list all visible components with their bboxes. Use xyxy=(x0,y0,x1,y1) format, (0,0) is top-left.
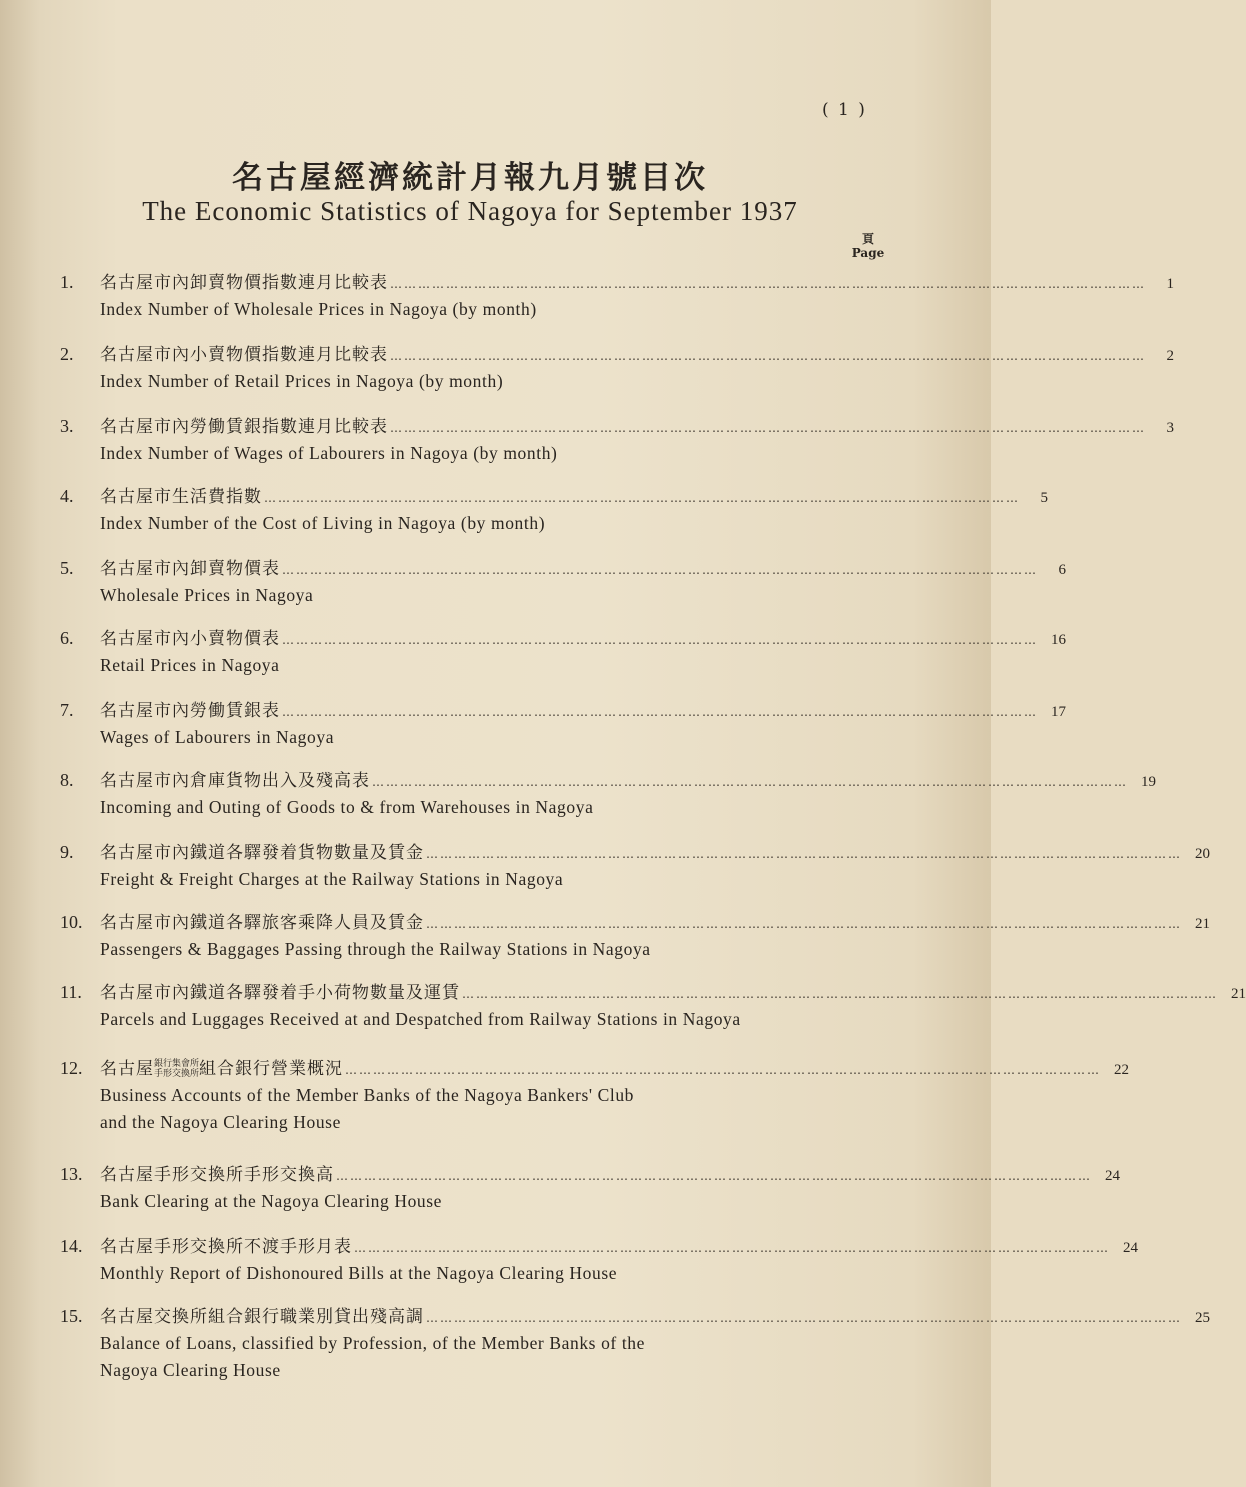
entry-title-ja: 名古屋市內勞働賃銀指數連月比較表 xyxy=(100,417,388,437)
entry-page: 25 xyxy=(1195,1310,1210,1326)
leader-dots: ……………………………………………………………………………………………………………………………………………… xyxy=(264,491,1020,505)
toc-entry-6 xyxy=(60,624,1066,679)
entry-page: 21 xyxy=(1195,916,1210,932)
entry-title-en: Bank Clearing at the Nagoya Clearing House xyxy=(100,1191,443,1211)
entry-title-ja: 名古屋市生活費指數 xyxy=(100,487,262,507)
leader-dots: ……………………………………………………………………………………………………………………………………………… xyxy=(462,987,1218,1001)
entry-number: 3. xyxy=(60,416,74,436)
page-header-ja: 頁 xyxy=(861,232,874,246)
entry-number: 11. xyxy=(60,982,82,1002)
entry-page: 1 xyxy=(1166,276,1174,292)
entry-title-en: Wholesale Prices in Nagoya xyxy=(100,585,314,605)
entry-page: 19 xyxy=(1141,774,1156,790)
toc-entry-8 xyxy=(60,766,1156,821)
entry-page: 22 xyxy=(1114,1062,1130,1078)
leader-dots: ……………………………………………………………………………………………………………………………………………… xyxy=(390,349,1146,363)
toc-entry-5 xyxy=(60,554,1066,609)
toc-entry-10 xyxy=(60,908,1210,963)
entry-title-en: Wages of Labourers in Nagoya xyxy=(100,727,335,747)
entry-title-ja: 名古屋市內勞働賃銀表 xyxy=(100,701,280,721)
leader-dots: ……………………………………………………………………………………………………………………………………………… xyxy=(426,847,1182,861)
entry-title-en: Freight & Freight Charges at the Railway Stations in Nagoya xyxy=(100,869,564,889)
entry-title-ja-small xyxy=(154,1059,199,1079)
entry-title-en: Passengers & Baggages Passing through the Railway Stations in Nagoya xyxy=(100,939,651,959)
title-japanese: 名古屋經濟統計月報九月號目次 xyxy=(232,160,708,196)
leader-dots: ……………………………………………………………………………………………………………………………………………… xyxy=(390,277,1146,291)
leader-dots: ……………………………………………………………………………………………………………………………………………… xyxy=(336,1169,1092,1183)
entry-number: 15. xyxy=(60,1306,83,1326)
small-bottom: 手形交換所 xyxy=(154,1069,200,1079)
entry-title-en: Monthly Report of Dishonoured Bills at the Nagoya Clearing House xyxy=(100,1263,618,1283)
entry-number: 5. xyxy=(60,558,74,578)
entry-title-ja: 名古屋市內小賣物價表 xyxy=(100,629,280,649)
entry-title-ja: 名古屋手形交換所不渡手形月表 xyxy=(100,1237,352,1257)
toc-entry-2 xyxy=(60,340,1174,395)
entry-page: 6 xyxy=(1058,562,1066,578)
entry-number: 14. xyxy=(60,1236,83,1256)
toc-entry-1 xyxy=(60,268,1174,323)
toc-entry-12 xyxy=(60,1054,1130,1136)
entry-page: 16 xyxy=(1051,632,1066,648)
entry-title-ja: 名古屋市內鐵道各驛發着手小荷物數量及運賃 xyxy=(100,983,460,1003)
small-top: 銀行集會所 xyxy=(154,1059,200,1069)
toc-entry-7 xyxy=(60,696,1066,751)
page-column-header xyxy=(838,232,898,260)
entry-title-ja: 名古屋手形交換所手形交換高 xyxy=(100,1165,334,1185)
entry-page: 24 xyxy=(1123,1240,1138,1256)
entry-title-en: Business Accounts of the Member Banks of the Nagoya Bankers' Club xyxy=(100,1085,635,1105)
entry-title-en-line2: Nagoya Clearing House xyxy=(100,1360,281,1380)
entry-title-ja-suffix: 組合銀行營業概況 xyxy=(199,1059,344,1079)
entry-title-en: Balance of Loans, classified by Profession, of the Member Banks of the xyxy=(100,1333,645,1353)
entry-page: 17 xyxy=(1051,704,1066,720)
toc-entry-9 xyxy=(60,838,1210,893)
entry-title-en: Incoming and Outing of Goods to & from Warehouses in Nagoya xyxy=(100,797,594,817)
toc-entry-3 xyxy=(60,412,1174,467)
entry-title-en: Retail Prices in Nagoya xyxy=(100,655,280,675)
entry-number: 9. xyxy=(60,842,74,862)
entry-page: 2 xyxy=(1166,348,1174,364)
toc-entry-15 xyxy=(60,1302,1210,1384)
leader-dots: ……………………………………………………………………………………………………………………………………………… xyxy=(426,917,1182,931)
entry-number: 7. xyxy=(60,700,74,720)
entry-page: 21 xyxy=(1231,986,1246,1002)
entry-title-ja: 名古屋市內鐵道各驛發着貨物數量及賃金 xyxy=(100,843,424,863)
entry-title-ja: 名古屋市內倉庫貨物出入及殘高表 xyxy=(100,771,370,791)
entry-title-ja: 名古屋市內鐵道各驛旅客乘降人員及賃金 xyxy=(100,913,424,933)
toc-entry-4 xyxy=(60,482,1048,537)
entry-page: 24 xyxy=(1105,1168,1120,1184)
leader-dots: ……………………………………………………………………………………………………………………………………………… xyxy=(282,633,1038,647)
entry-title-ja xyxy=(100,1054,343,1079)
entry-title-en: Parcels and Luggages Received at and Despatched from Railway Stations in Nagoya xyxy=(100,1009,741,1029)
entry-number: 13. xyxy=(60,1164,83,1184)
entry-title-ja: 名古屋交換所組合銀行職業別貸出殘高調 xyxy=(100,1307,424,1327)
entry-title-ja-prefix: 名古屋 xyxy=(100,1059,154,1079)
entry-page: 3 xyxy=(1166,420,1174,436)
entry-number: 12. xyxy=(60,1058,83,1078)
entry-number: 4. xyxy=(60,486,74,506)
toc-entry-13 xyxy=(60,1160,1120,1215)
page-header-en: Page xyxy=(851,246,885,260)
toc-entry-14 xyxy=(60,1232,1138,1287)
entry-number: 6. xyxy=(60,628,74,648)
entry-title-en: Index Number of Wholesale Prices in Nagoya (by month) xyxy=(100,299,537,319)
entry-number: 10. xyxy=(60,912,83,932)
leader-dots: ……………………………………………………………………………………………………………………………………………… xyxy=(345,1063,1102,1077)
entry-title-en-line2: and the Nagoya Clearing House xyxy=(100,1112,341,1132)
toc-entry-11 xyxy=(60,978,1246,1033)
entry-number: 2. xyxy=(60,344,74,364)
entry-title-en: Index Number of the Cost of Living in Nagoya (by month) xyxy=(100,513,546,533)
leader-dots: ……………………………………………………………………………………………………………………………………………… xyxy=(372,775,1128,789)
entry-number: 1. xyxy=(60,272,74,292)
entry-number: 8. xyxy=(60,770,74,790)
entry-title-ja: 名古屋市內卸賣物價指數連月比較表 xyxy=(100,273,388,293)
leader-dots: ……………………………………………………………………………………………………………………………………………… xyxy=(390,421,1146,435)
entry-title-en: Index Number of Retail Prices in Nagoya (by month) xyxy=(100,371,504,391)
entry-title-ja: 名古屋市內小賣物價指數連月比較表 xyxy=(100,345,388,365)
entry-page: 20 xyxy=(1195,846,1210,862)
leader-dots: ……………………………………………………………………………………………………………………………………………… xyxy=(354,1241,1110,1255)
page-marker: ( 1 ) xyxy=(822,100,867,120)
title-english: The Economic Statistics of Nagoya for September 1937 xyxy=(142,196,798,226)
entry-title-ja: 名古屋市內卸賣物價表 xyxy=(100,559,280,579)
leader-dots: ……………………………………………………………………………………………………………………………………………… xyxy=(426,1311,1182,1325)
entry-page: 5 xyxy=(1040,490,1048,506)
leader-dots: ……………………………………………………………………………………………………………………………………………… xyxy=(282,705,1038,719)
leader-dots: ……………………………………………………………………………………………………………………………………………… xyxy=(282,563,1038,577)
entry-title-en: Index Number of Wages of Labourers in Nagoya (by month) xyxy=(100,443,558,463)
